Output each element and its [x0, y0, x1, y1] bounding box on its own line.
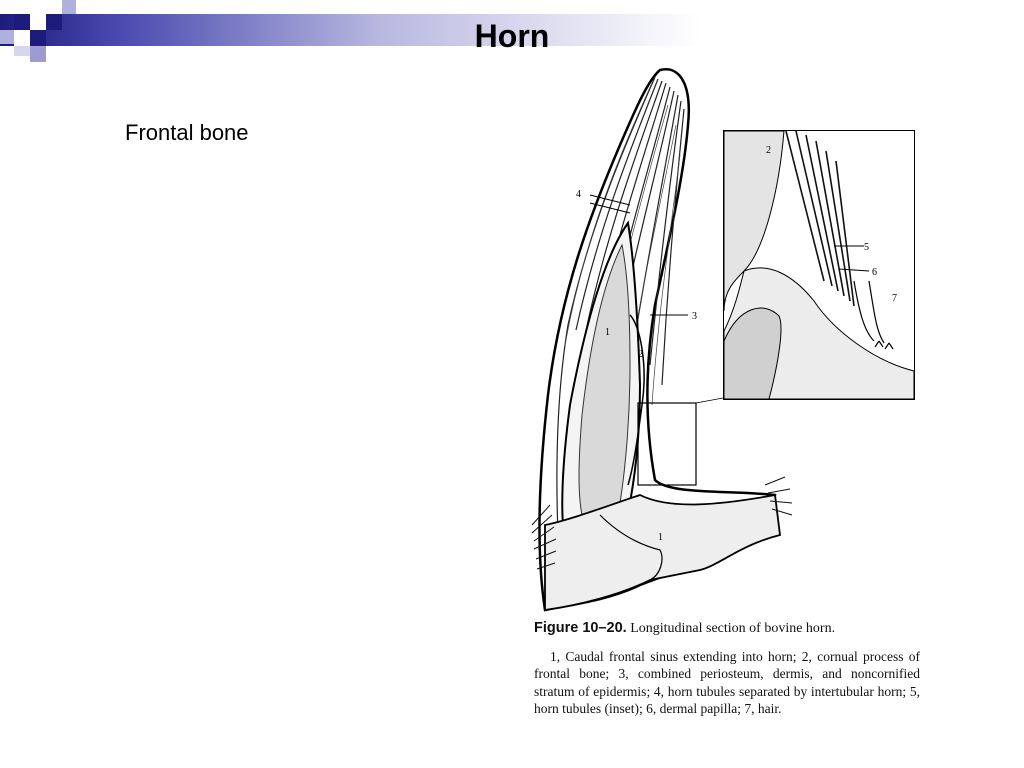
label-1-bone: 1	[658, 532, 663, 543]
caption-heading	[534, 620, 920, 638]
label-1-sinus: 1	[605, 327, 610, 338]
label-2: 2	[638, 349, 643, 360]
label-4: 4	[576, 189, 581, 200]
figure-title: Longitudinal section of bovine horn.	[630, 621, 836, 636]
bullet-text: Frontal bone	[125, 120, 249, 145]
figure-caption	[534, 620, 920, 718]
decor-square	[62, 0, 76, 14]
figure-number: Figure 10–20.	[534, 620, 627, 636]
slide-title: Horn	[474, 18, 550, 54]
inset-label-5: 5	[864, 242, 869, 253]
inset-label-2: 2	[766, 145, 771, 156]
inset-detail	[723, 130, 915, 400]
inset-label-6: 6	[872, 267, 877, 278]
label-3: 3	[692, 311, 697, 322]
caption-body: 1, Caudal frontal sinus extending into horn; 2, cornual process of frontal bone; 3, combined periosteum, dermis, and noncornified stratum of epidermis; 4, horn tubules separated by intertubular horn; 5, horn tubules (inset); 6, dermal papilla; 7, hair.	[534, 648, 920, 716]
inset-label-7: 7	[892, 293, 897, 304]
